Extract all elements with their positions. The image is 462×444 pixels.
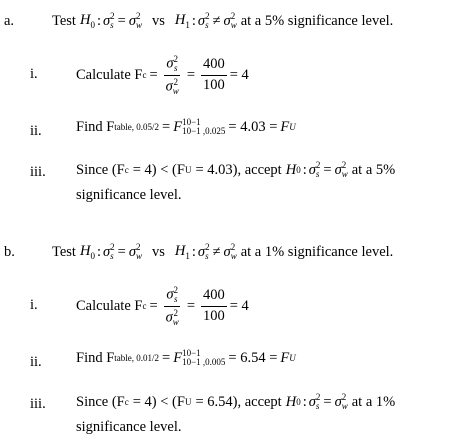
step-b-iii-continuation: significance level. [76, 418, 182, 435]
step-a-ii: Find F table, 0.05/2 = F 10−1 10−1 ,0.025 = 4.03 = F U [76, 117, 296, 136]
significance-level-text: at a 5% significance level. [240, 12, 394, 29]
step-a-i-marker: i. [30, 66, 38, 82]
variance-ratio-fraction: σ 2 s σ 2 w [165, 284, 179, 327]
step-b-i-marker: i. [30, 297, 38, 313]
h1-symbol: $H_1$ [174, 242, 190, 261]
step-a-i: Calculate F c = σ 2 s σ 2 w = $\frac{400}{100}$ = 4 [76, 53, 249, 96]
variance-ratio-fraction: σ 2 s σ 2 w [165, 53, 179, 96]
test-word: Test [52, 12, 76, 29]
h0-symbol: $H_0$ [79, 11, 95, 30]
step-b-i: Calculate F c = σ 2 s σ 2 w = $\frac{400}{100}$ = 4 [76, 284, 249, 327]
part-a-hypothesis: Test $H_0$ : σ 2 s = σ 2 w vs $H_1$ : σ 2 s ≠ σ 2 w at a 5% significance level. [52, 11, 394, 30]
test-word: Test [52, 243, 76, 260]
vs-word: vs [151, 12, 165, 29]
part-b-marker: b. [4, 244, 15, 260]
h0-symbol: $H_0$ [79, 242, 95, 261]
part-b-hypothesis: Test $H_0$ : σ 2 s = σ 2 w vs $H_1$ : σ 2 s ≠ σ 2 w at a 1% significance level. [52, 242, 394, 261]
step-a-iii: Since (F c = 4) < (F U = 4.03), accept H 0 : σ 2 s = σ 2 w at a 5% [76, 160, 396, 179]
h1-symbol: $H_1$ [174, 11, 190, 30]
step-b-iii-marker: iii. [30, 396, 46, 412]
step-b-ii-marker: ii. [30, 354, 42, 370]
significance-level-text: at a 1% significance level. [240, 243, 394, 260]
step-b-iii: Since (F c = 4) < (F U = 6.54), accept H 0 : σ 2 s = σ 2 w at a 1% [76, 392, 396, 411]
value-fraction: $\frac{400}{100}$ [203, 56, 225, 93]
step-a-ii-marker: ii. [30, 123, 42, 139]
value-fraction: $\frac{400}{100}$ [203, 287, 225, 324]
step-a-iii-marker: iii. [30, 164, 46, 180]
vs-word: vs [151, 243, 165, 260]
step-a-iii-continuation: significance level. [76, 186, 182, 203]
part-a-marker: a. [4, 13, 15, 29]
step-b-ii: Find F table, 0.01/2 = F 10−1 10−1 ,0.005 = 6.54 = F U [76, 348, 296, 367]
